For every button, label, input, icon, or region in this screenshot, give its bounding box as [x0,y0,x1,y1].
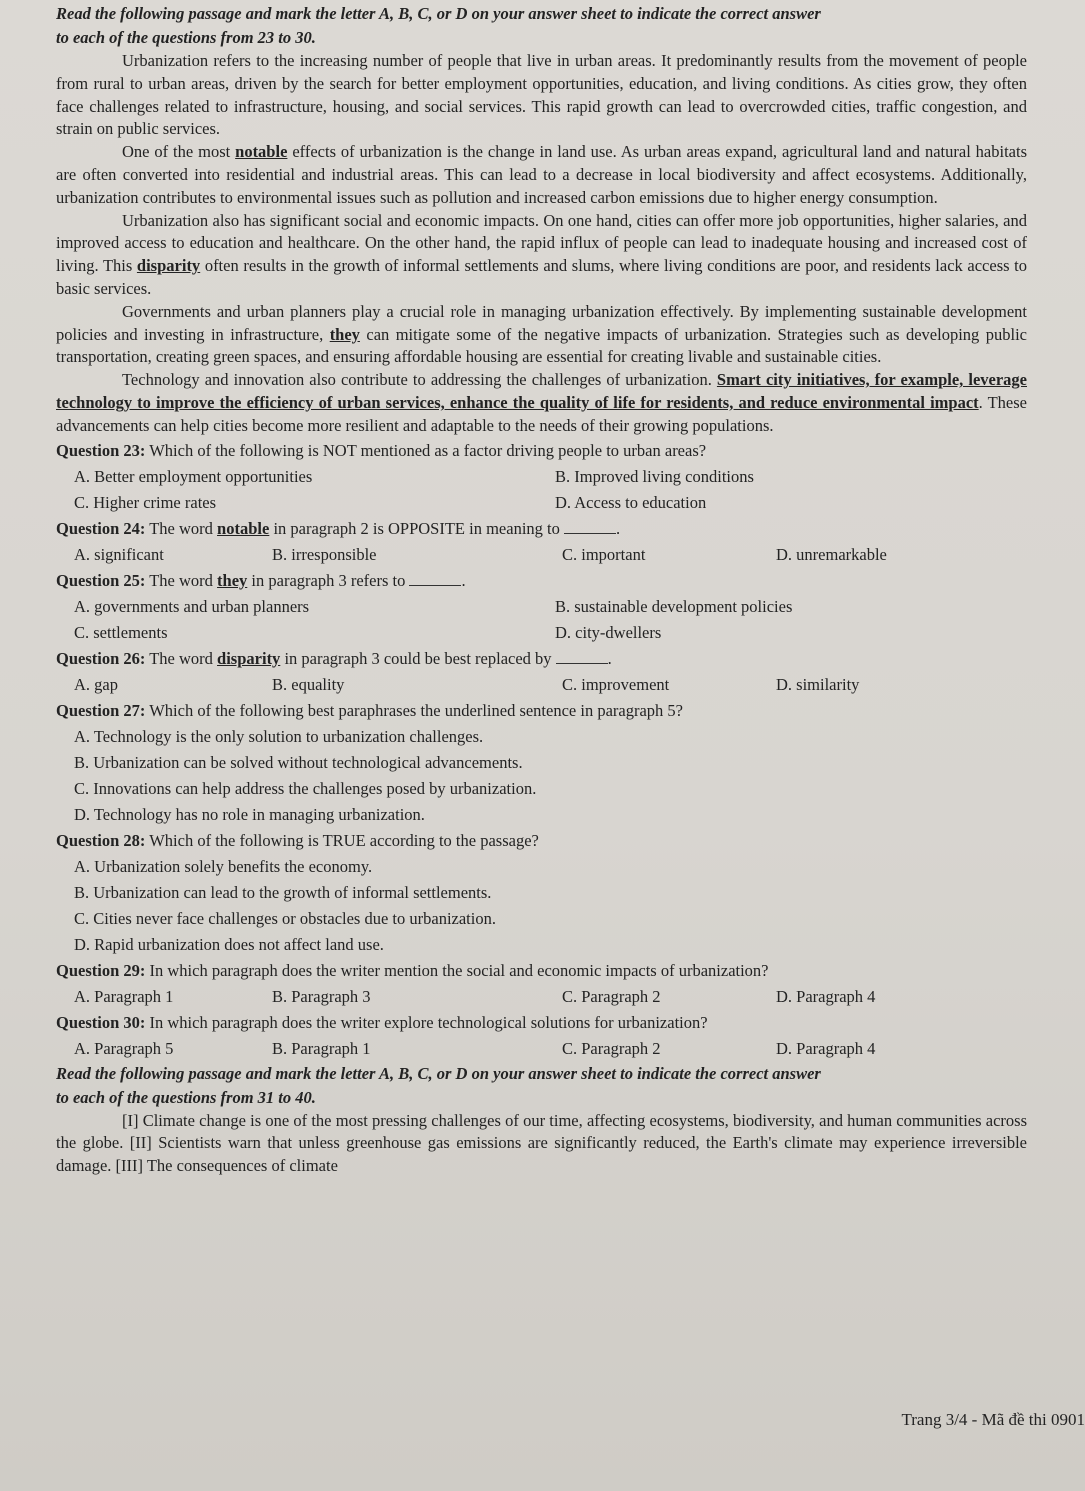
paragraph-3: Urbanization also has significant social and economic impacts. On one hand, cities can offer more job opportunities, higher salaries, and improved access to education and healthcare. On the other hand, the rapid influx of people can lead to inadequate housing and increased cost of living. This disparity often results in the growth of informal settlements and slums, where living conditions are poor, and residents lack access to basic services. [56,210,1027,298]
option-d: D. Paragraph 4 [776,1038,876,1058]
underlined-sentence: Smart city initiatives, for example, leverage technology to improve the efficiency of urban services, enhance the quality of life for residents, and reduce environmental impact [56,370,1027,412]
instruction-23-30: Read the following passage and mark the letter A, B, C, or D on your answer sheet to indicate the correct answer to each of the questions from 23 to 30. [56,4,821,47]
option-b: B. equality [272,674,345,694]
question-23: Question 23: Which of the following is NOT mentioned as a factor driving people to urban areas? A. Better employment opportunities B. Improved living conditions C. Higher crime rates D. Access to education [56,438,1027,516]
question-26: Question 26: The word disparity in paragraph 3 could be best replaced by . A. gap B. equality C. improvement D. similarity [56,646,1027,698]
option-d: D. city-dwellers [555,622,662,642]
option-b: B. Urbanization can lead to the growth of informal settlements. [74,882,492,902]
option-b: B. sustainable development policies [555,596,793,616]
option-c: C. important [562,544,646,564]
option-d: D. Rapid urbanization does not affect land use. [74,934,384,954]
option-a: A. significant [74,544,164,564]
question-27: Question 27: Which of the following best paraphrases the underlined sentence in paragraph 5? A. Technology is the only solution to urbanization challenges. B. Urbanization can be solved without technological advancements. C. Innovations can help address the challenges posed by urbanization. D. Technology has no role in managing urbanization. [56,698,1027,828]
paragraph-5: Technology and innovation also contribute to addressing the challenges of urbanization. Smart city initiatives, for example, leverage technology to improve the efficiency of urban services, enhance the quality of life for residents, and reduce environmental impact. These advancements can help cities become more resilient and adaptable to the needs of their growing populations. [56,370,1027,435]
question-24: Question 24: The word notable in paragraph 2 is OPPOSITE in meaning to . A. significant B. irresponsible C. important D. unremarkable [56,516,1027,568]
option-c: C. settlements [74,622,168,642]
word-disparity: disparity [136,256,201,276]
option-b: B. Paragraph 3 [272,986,371,1006]
option-a: A. Paragraph 1 [74,986,174,1006]
option-b: B. Paragraph 1 [272,1038,371,1058]
option-a: A. Better employment opportunities [74,466,313,486]
question-29: Question 29: In which paragraph does the writer mention the social and economic impacts of urbanization? A. Paragraph 1 B. Paragraph 3 C. Paragraph 2 D. Paragraph 4 [56,958,1027,1010]
option-c: C. Paragraph 2 [562,986,661,1006]
option-d: D. Access to education [555,492,707,512]
word-they: they [329,324,360,344]
paragraph-2: One of the most notable effects of urbanization is the change in land use. As urban areas expand, agricultural land and natural habitats are often converted into residential and industrial areas. This can lead to a decrease in local biodiversity and affect ecosystems. Additionally, urbanization contributes to environmental issues such as pollution and increased carbon emissions due to higher energy consumption. [56,142,1028,207]
option-b: B. Improved living conditions [555,466,754,486]
option-a: A. Paragraph 5 [74,1038,174,1058]
question-30: Question 30: In which paragraph does the writer explore technological solutions for urbanization? A. Paragraph 5 B. Paragraph 1 C. Paragraph 2 D. Paragraph 4 [56,1010,1027,1062]
option-a: A. gap [74,674,118,694]
option-d: D. Technology has no role in managing urbanization. [74,804,425,824]
option-c: C. improvement [562,674,670,694]
instruction-31-40: Read the following passage and mark the letter A, B, C, or D on your answer sheet to indicate the correct answer to each of the questions from 31 to 40. [56,1063,821,1107]
passage-climate: [I] Climate change is one of the most pressing challenges of our time, affecting ecosystems, biodiversity, and human communities across the globe. [II] Scientists warn that unless greenhouse gas emissions are significantly reduced, the Earth's climate may experience irreversible damage. [III] The consequences of climate [56,1110,1027,1176]
option-c: C. Innovations can help address the challenges posed by urbanization. [74,778,537,798]
option-d: D. similarity [776,674,860,694]
question-28: Question 28: Which of the following is TRUE according to the passage? A. Urbanization solely benefits the economy. B. Urbanization can lead to the growth of informal settlements. C. Cities never face challenges or obstacles due to urbanization. D. Rapid urbanization does not affect land use. [56,828,1027,958]
option-c: C. Paragraph 2 [562,1038,661,1058]
paragraph-4: Governments and urban planners play a crucial role in managing urbanization effectively. By implementing sustainable development policies and investing in infrastructure, they can mitigate some of the negative impacts of urbanization. Strategies such as developing public transportation, creating green spaces, and ensuring affordable housing are essential for creating livable and sustainable cities. [56,301,1027,367]
word-notable: notable [235,142,288,162]
question-25: Question 25: The word they in paragraph 3 refers to . A. governments and urban planners B. sustainable development policies C. settlements D. city-dwellers [56,568,1027,646]
passage-urbanization [56,50,1027,438]
option-a: A. governments and urban planners [74,596,310,616]
option-b: B. irresponsible [272,544,377,564]
option-a: A. Urbanization solely benefits the economy. [74,856,373,876]
option-c: C. Cities never face challenges or obstacles due to urbanization. [74,908,496,928]
option-b: B. Urbanization can be solved without technological advancements. [74,752,523,772]
option-c: C. Higher crime rates [74,492,217,512]
page-footer: Trang 3/4 - Mã đề thi 0901 [901,1410,1085,1429]
option-d: D. unremarkable [776,544,887,564]
option-d: D. Paragraph 4 [776,986,876,1006]
option-a: A. Technology is the only solution to urbanization challenges. [74,726,484,746]
paragraph-1: Urbanization refers to the increasing number of people that live in urban areas. It predominantly results from the movement of people from rural to urban areas, driven by the search for better employment opportunities, education, and living conditions. As cities grow, they often face challenges related to infrastructure, housing, and social services. This rapid growth can lead to overcrowded cities, traffic congestion, and strain on public services. [56,51,1027,139]
